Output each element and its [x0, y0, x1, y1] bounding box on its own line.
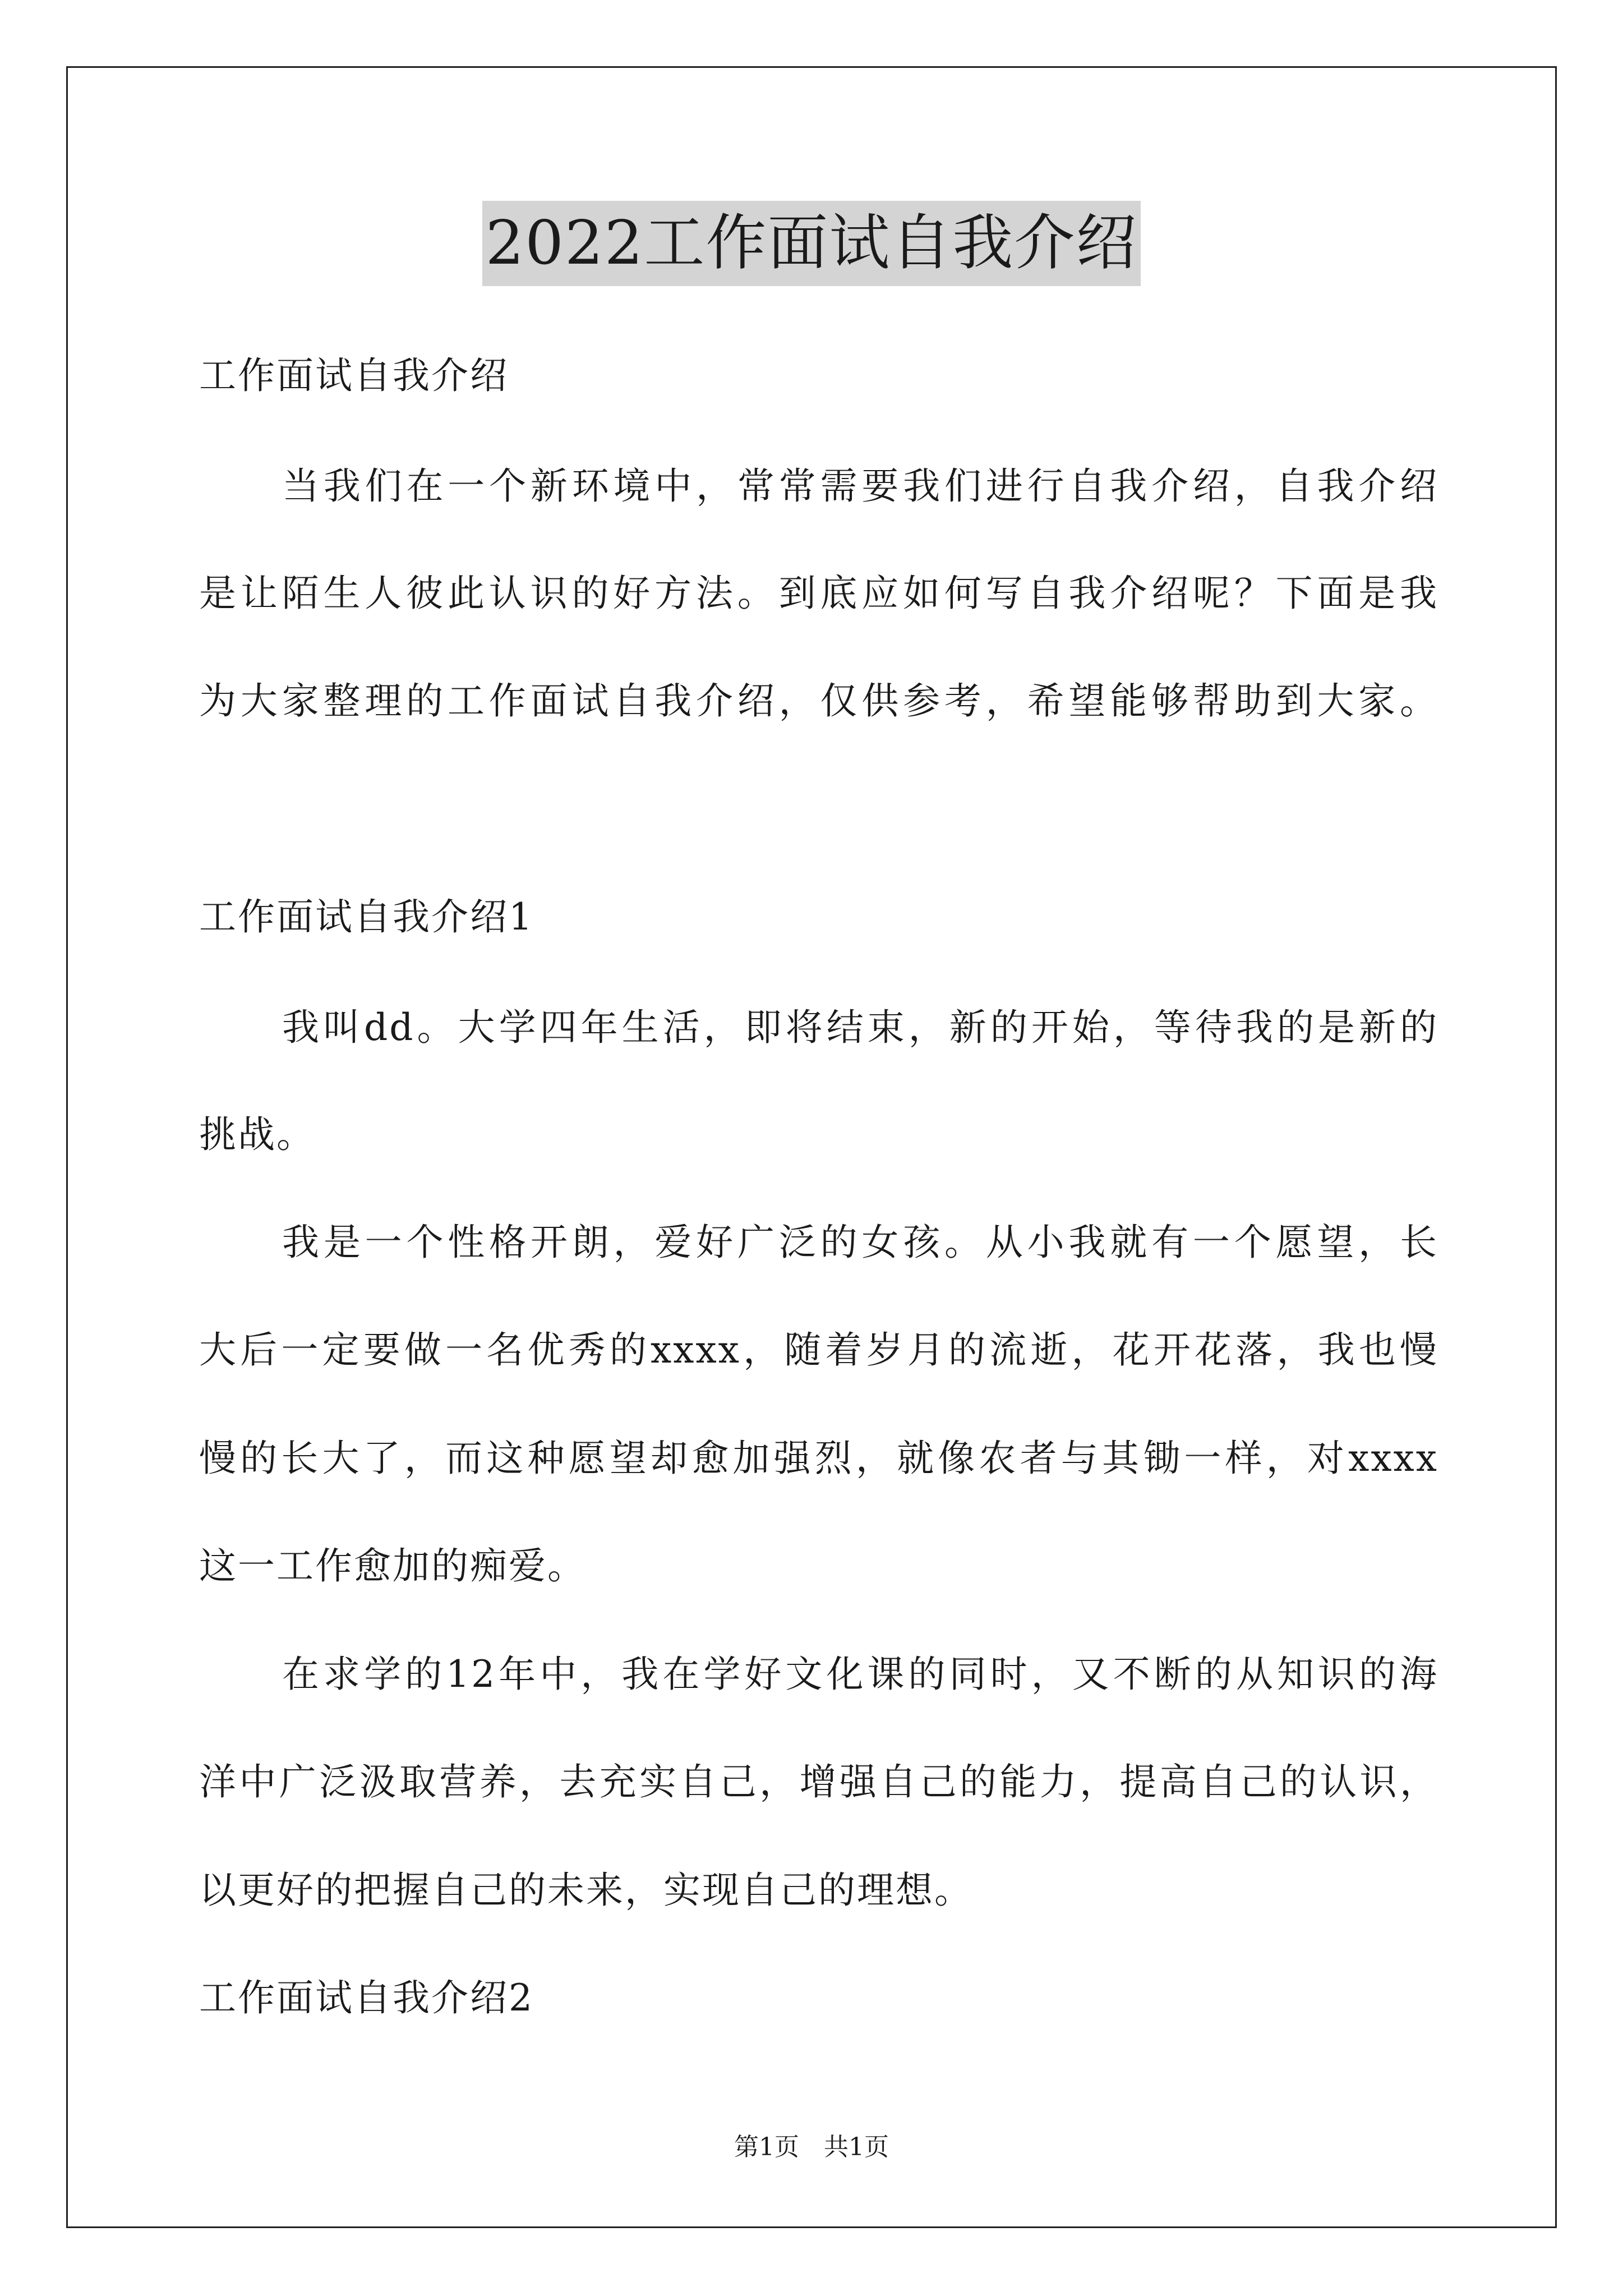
paragraph-line: 慢的长大了，而这种愿望却愈加强烈，就像农者与其锄一样，对xxxx	[199, 1437, 1438, 1480]
title-area	[0, 201, 1623, 286]
paragraph-line: 我是一个性格开朗，爱好广泛的女孩。从小我就有一个愿望，长	[282, 1221, 1438, 1264]
subtitle: 工作面试自我介绍	[199, 354, 509, 397]
paragraph-line: 在求学的12年中，我在学好文化课的同时，又不断的从知识的海	[282, 1653, 1438, 1696]
paragraph-line: 洋中广泛汲取营养，去充实自己，增强自己的能力，提高自己的认识，	[199, 1760, 1438, 1803]
page-number: 第1页	[734, 2133, 799, 2161]
paragraph-line: 当我们在一个新环境中，常常需要我们进行自我介绍，自我介绍	[282, 464, 1438, 508]
paragraph-line: 挑战。	[199, 1113, 315, 1156]
paragraph-line: 大后一定要做一名优秀的xxxx，随着岁月的流逝，花开花落，我也慢	[199, 1328, 1438, 1372]
section-heading-1: 工作面试自我介绍1	[199, 895, 534, 938]
document-title: 2022工作面试自我介绍	[482, 201, 1141, 286]
page-total: 共1页	[824, 2133, 889, 2161]
paragraph-line: 这一工作愈加的痴爱。	[199, 1544, 586, 1588]
page-footer	[0, 2132, 1623, 2163]
paragraph-line: 以更好的把握自己的未来，实现自己的理想。	[199, 1869, 973, 1912]
paragraph-line: 是让陌生人彼此认识的好方法。到底应如何写自我介绍呢？下面是我	[199, 572, 1438, 615]
paragraph-line: 我叫dd。大学四年生活，即将结束，新的开始，等待我的是新的	[282, 1006, 1438, 1049]
paragraph-line: 为大家整理的工作面试自我介绍，仅供参考，希望能够帮助到大家。	[199, 679, 1438, 723]
section-heading-2: 工作面试自我介绍2	[199, 1976, 534, 2019]
